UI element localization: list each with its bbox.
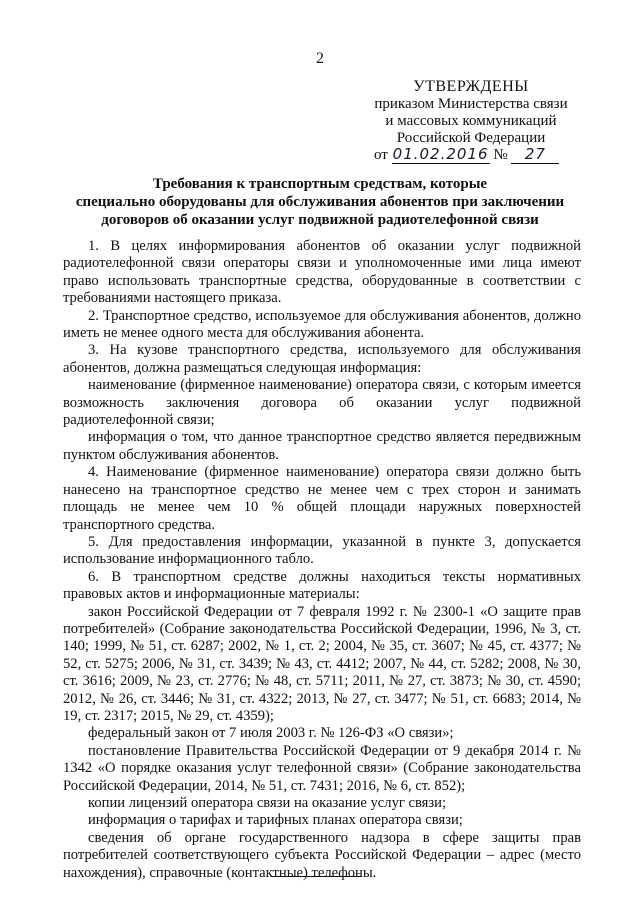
approval-line: и массовых коммуникаций <box>385 113 557 129</box>
approval-line: приказом Министерства связи <box>374 96 568 112</box>
paragraph: постановление Правительства Российской Федерации от 9 декабря 2014 г. № 1342 «О порядке оказания услуг телефонной связи» (Собрание законодательства Российской Федерации, 2014, № 51, ст. 7431; 2016, № 6, ст. 852); <box>63 742 581 794</box>
paragraph: федеральный закон от 7 июля 2003 г. № 126-ФЗ «О связи»; <box>88 725 454 742</box>
approval-block <box>366 78 576 147</box>
document-title <box>60 175 580 229</box>
order-date-number <box>374 146 559 164</box>
title-line: специально оборудованы для обслуживания абонентов при заключении <box>75 194 565 210</box>
number-prefix: № <box>493 147 508 163</box>
title-line: Требования к транспортным средствам, которые <box>152 176 488 192</box>
paragraph: закон Российской Федерации от 7 февраля 1992 г. № 2300-1 «О защите прав потребителей» (Собрание законодательства Российской Федерации, 1996, № 3, ст. 140; 1999, № 51, ст. 6287; 2002, № 1, ст. 2; 2004, № 35, ст. 3607; № 45, ст. 4377; № 52, ст. 5275; 2006, № 31, ст. 3439; № 43, ст. 4412; 2007, № 44, ст. 5282; 2008, № 30, ст. 3616; 2009, № 23, ст. 2776; № 48, ст. 5711; 2011, № 27, ст. 3873; № 30, ст. 4590; 2012, № 26, ст. 3446; № 31, ст. 4322; 2013, № 27, ст. 3477; № 51, ст. 6683; 2014, № 19, ст. 2317; 2015, № 29, ст. 4359); <box>63 603 581 724</box>
date-prefix: от <box>374 147 388 163</box>
title-line: договоров об оказании услуг подвижной радиотелефонной связи <box>101 212 539 228</box>
paragraph: 4. Наименование (фирменное наименование) оператора связи должно быть нанесено на транспортное средство не менее чем с трех сторон и занимать площадь не менее чем 10 % общей площади наружных поверхностей транспортного средства. <box>63 464 581 533</box>
page-number: 2 <box>316 50 324 67</box>
document-body <box>63 238 581 882</box>
paragraph: 5. Для предоставления информации, указанной в пункте 3, допускается использование информационного табло. <box>63 533 581 568</box>
paragraph: 2. Транспортное средство, используемое для обслуживания абонентов, должно иметь не менее одного места для обслуживания абонента. <box>63 307 581 342</box>
paragraph: 6. В транспортном средстве должны находиться тексты нормативных правовых актов и информационные материалы: <box>63 568 581 603</box>
handwritten-date: 01.02.2016 <box>392 145 489 163</box>
approval-heading: УТВЕРЖДЕНЫ <box>413 78 529 95</box>
paragraph: информация о том, что данное транспортное средство является передвижным пунктом обслуживания абонентов. <box>63 429 581 463</box>
paragraph: сведения об органе государственного надзора в сфере защиты прав потребителей соответствующего субъекта Российской Федерации – адрес (место нахождения), справочные (контактные) телефоны. <box>63 829 581 881</box>
paragraph: 1. В целях информирования абонентов об оказании услуг подвижной радиотелефонной связи операторы связи и уполномоченные ими лица имеют право использовать транспортные средства, оборудованные в соответствии с требованиями настоящего приказа. <box>63 238 581 307</box>
end-divider <box>272 876 362 877</box>
paragraph: наименование (фирменное наименование) оператора связи, с которым имеется возможность заключения договора об оказании услуг подвижной радиотелефонной связи; <box>63 377 581 429</box>
handwritten-number: 27 <box>511 146 559 164</box>
paragraph: копии лицензий оператора связи на оказание услуг связи; <box>88 795 447 811</box>
paragraph: информация о тарифах и тарифных планах оператора связи; <box>88 812 463 829</box>
approval-line: Российской Федерации <box>396 130 546 146</box>
paragraph: 3. На кузове транспортного средства, используемого для обслуживания абонентов, должна размещаться следующая информация: <box>63 342 581 376</box>
